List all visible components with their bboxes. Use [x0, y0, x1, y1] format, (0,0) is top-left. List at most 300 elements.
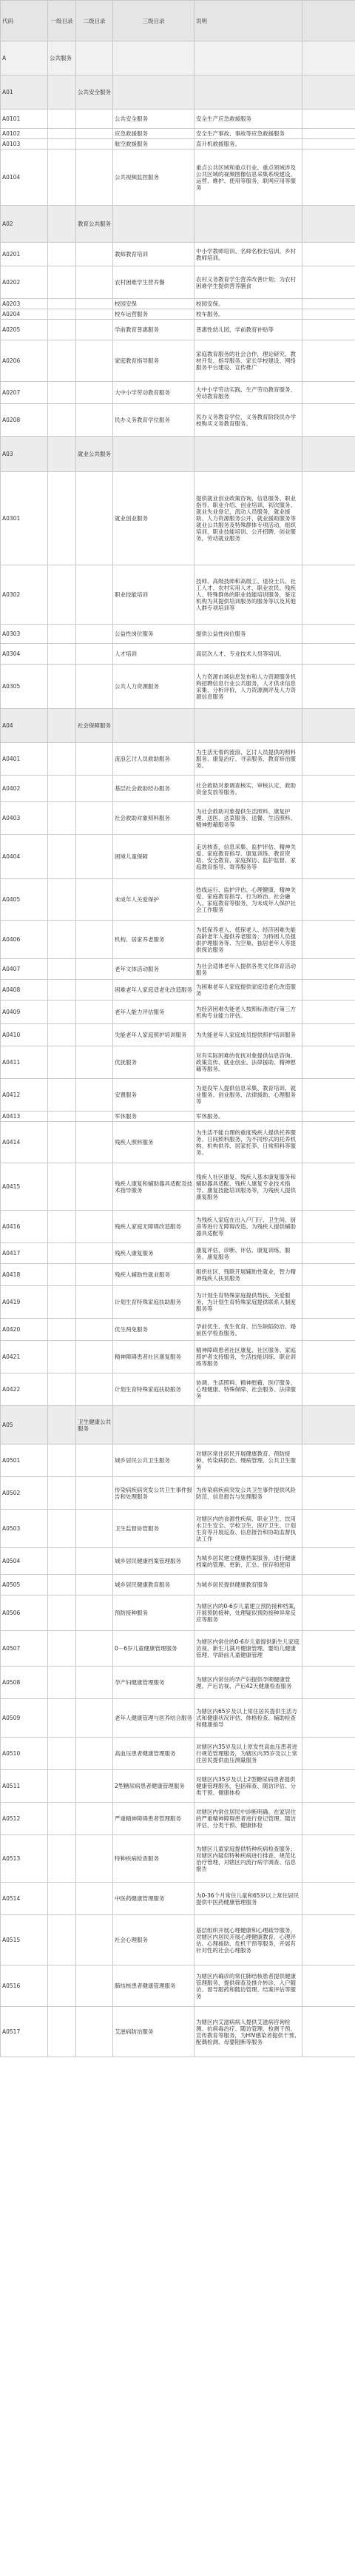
row-level1 — [48, 921, 76, 959]
row-name: 校车运营服务 — [113, 309, 195, 320]
row-level1 — [48, 149, 76, 206]
row-name: 城乡居民健康教育服务 — [113, 1575, 195, 1595]
section-extra — [302, 75, 355, 110]
row-name: 家庭教育指导服务 — [113, 340, 195, 382]
row-code: A0205 — [1, 320, 48, 340]
row-level2 — [76, 1738, 113, 1770]
row-name: 残疾人照料服务 — [113, 1122, 195, 1163]
row-name: 社会救助对象照料服务 — [113, 802, 195, 835]
row-code: A0415 — [1, 1163, 48, 1211]
row-name: 安置服务 — [113, 1079, 195, 1112]
row-code: A0503 — [1, 1510, 48, 1548]
row-description: 农村义务教育学生营养改善计划；为农村困难学生提供营养膳食 — [195, 266, 302, 299]
row-code: A0201 — [1, 243, 48, 266]
row-level1 — [48, 1341, 76, 1373]
row-level1 — [48, 139, 76, 149]
table-row — [1, 1699, 355, 1738]
row-extra — [302, 243, 355, 266]
row-extra — [302, 1915, 355, 1965]
row-name: 老年人健康管理与医养结合服务 — [113, 1699, 195, 1738]
table-row — [1, 320, 355, 340]
row-extra — [302, 835, 355, 879]
row-name: 人才培训 — [113, 644, 195, 665]
row-extra — [302, 959, 355, 980]
row-description: 为退役军人提供信息采集、教育培训、就业服务、创业服务、法律援助、心理服务等 — [195, 1079, 302, 1112]
row-name: 学前教育普惠服务 — [113, 320, 195, 340]
row-level1 — [48, 1667, 76, 1699]
row-level1 — [48, 743, 76, 776]
row-level2 — [76, 1510, 113, 1548]
row-description: 军休服务。 — [195, 1112, 302, 1122]
row-code: A0410 — [1, 1024, 48, 1046]
table-row — [1, 1965, 355, 2007]
row-description: 高层次人才、专业技术人员等培训。 — [195, 644, 302, 665]
row-level2 — [76, 776, 113, 802]
row-extra — [302, 980, 355, 1001]
row-extra — [302, 149, 355, 206]
section-row — [1, 1406, 355, 1445]
row-name: 残疾人康复服务 — [113, 1243, 195, 1264]
section-row — [1, 206, 355, 243]
table-row — [1, 1211, 355, 1243]
row-level1 — [48, 802, 76, 835]
row-name: 社会心理服务 — [113, 1915, 195, 1965]
row-description: 为失能老年人家庭成员提供照护培训服务 — [195, 1024, 302, 1046]
row-level1 — [48, 1286, 76, 1319]
row-extra — [302, 1770, 355, 1803]
row-level1 — [48, 404, 76, 437]
row-description: 为城乡居民建立健康档案服务，进行健康档案的管理、更新、汇总、保存和使用 — [195, 1548, 302, 1575]
row-extra — [302, 266, 355, 299]
table-row — [1, 1445, 355, 1477]
row-level2 — [76, 1667, 113, 1699]
row-level1 — [48, 1477, 76, 1510]
row-code: A0101 — [1, 110, 48, 129]
row-code: A0505 — [1, 1575, 48, 1595]
row-description: 精神障碍患者社区康复、社区服务、家庭照护者支持服务，生活技能训练、职业训练等服务 — [195, 1341, 302, 1373]
row-code: A0513 — [1, 1835, 48, 1883]
row-extra — [302, 139, 355, 149]
row-level2 — [76, 266, 113, 299]
row-level2 — [76, 2007, 113, 2057]
section-level2 — [76, 41, 113, 75]
section-description — [195, 709, 302, 743]
table-row — [1, 959, 355, 980]
row-level1 — [48, 1965, 76, 2007]
row-extra — [302, 1046, 355, 1079]
row-name: 传染病疾病突发公共卫生事件报告和处理服务 — [113, 1477, 195, 1510]
row-name: 公共安全服务 — [113, 110, 195, 129]
row-name: 教师教育培训 — [113, 243, 195, 266]
row-level2 — [76, 1699, 113, 1738]
table-row — [1, 472, 355, 565]
row-extra — [302, 382, 355, 404]
row-code: A0206 — [1, 340, 48, 382]
row-level2 — [76, 1835, 113, 1883]
row-description: 提供就业创业政策咨询，信息服务、职业指导、职业介绍、创业培训，初次服务、就业失业登记，流动人员服务，就业援助、人力资源服务公开、就业援助服务等就业公共服务及特殊群体专项活动，组织培训、职业技能培训、公开招聘、创业服务，劳动就业服务 — [195, 472, 302, 565]
row-description: 为城乡居民提供健康教育服务 — [195, 1575, 302, 1595]
row-description: 对辖区内35岁及以上2型糖尿病患者提供健康管理服务，包括筛查、随访评估、分类干预、健康体检 — [195, 1770, 302, 1803]
table-row — [1, 1477, 355, 1510]
row-level1 — [48, 1595, 76, 1631]
row-code: A0421 — [1, 1341, 48, 1373]
row-level1 — [48, 1575, 76, 1595]
table-row — [1, 1548, 355, 1575]
table-row — [1, 1001, 355, 1024]
row-description: 为辖区内常住的孕产妇提供孕期健康管理、产后访视、产后42天健康检查服务 — [195, 1667, 302, 1699]
row-code: A0412 — [1, 1079, 48, 1112]
table-row — [1, 243, 355, 266]
row-code: A0402 — [1, 776, 48, 802]
section-level3 — [113, 437, 195, 472]
row-extra — [302, 110, 355, 129]
row-level2 — [76, 1122, 113, 1163]
row-extra — [302, 1883, 355, 1915]
row-level2 — [76, 1631, 113, 1667]
table-row — [1, 1738, 355, 1770]
row-name: 卫生监督协管服务 — [113, 1510, 195, 1548]
row-extra — [302, 1445, 355, 1477]
row-description: 直升机救援服务。 — [195, 139, 302, 149]
row-extra — [302, 1510, 355, 1548]
table-row — [1, 110, 355, 129]
row-level2 — [76, 1803, 113, 1835]
row-name: 公共人力资源服务 — [113, 665, 195, 709]
row-description: 对辖区内常住居民中诊断明确、在家居住的严重精神障碍患者进行登记管理、随访评估、分类干预、健康体检 — [195, 1803, 302, 1835]
row-level1 — [48, 1001, 76, 1024]
row-description: 孕前优生、优生优育、出生缺陷防治、婚前医学检查服务。 — [195, 1319, 302, 1341]
row-name: 公益性岗位服务 — [113, 625, 195, 644]
header-extra — [302, 1, 355, 41]
row-level1 — [48, 1112, 76, 1122]
row-description: 社会救助对象调查核实、审核认定、救助资金发放等服务。 — [195, 776, 302, 802]
row-description: 为残疾人家庭在出入户门厅、卫生间、厨房等进行无障碍改造、为残疾人提供辅助器具适配等 — [195, 1211, 302, 1243]
table-row — [1, 921, 355, 959]
table-row — [1, 1803, 355, 1835]
category-row — [1, 41, 355, 75]
row-description: 热线运行、监护评估、心理健康、精神关爱、家庭教育指导、行为矫治、社会融入、家庭教育等服务，为未成年人保护社会工作服务 — [195, 879, 302, 921]
row-description: 安全生产事故、事故等应急救援服务 — [195, 129, 302, 139]
row-name: 困难老年人家庭适老化改造服务 — [113, 980, 195, 1001]
table-row — [1, 382, 355, 404]
row-name: 优抚服务 — [113, 1046, 195, 1079]
section-description — [195, 206, 302, 243]
row-description: 民办义务教育学位，义务教育阶段民办学校购买义务教育服务。 — [195, 404, 302, 437]
table-row — [1, 980, 355, 1001]
row-level2 — [76, 1445, 113, 1477]
row-code: A0104 — [1, 149, 48, 206]
table-row — [1, 1883, 355, 1915]
row-code: A0420 — [1, 1319, 48, 1341]
row-description: 走访核查，信息采集、监护评估、精神关爱、家庭教育指导、康复训练、教育资助、安全教育、家庭探访、监护监督、家庭教育指导、寄养服务等 — [195, 835, 302, 879]
table-row — [1, 1595, 355, 1631]
table-row — [1, 835, 355, 879]
row-name: 机构、居家养老服务 — [113, 921, 195, 959]
row-level2 — [76, 1373, 113, 1406]
row-name: 残疾人康复和辅助器具适配及技术指导服务 — [113, 1163, 195, 1211]
section-description — [195, 437, 302, 472]
row-level1 — [48, 1883, 76, 1915]
row-level2 — [76, 1024, 113, 1046]
row-level2 — [76, 110, 113, 129]
row-level1 — [48, 565, 76, 625]
row-extra — [302, 404, 355, 437]
row-code: A0414 — [1, 1122, 48, 1163]
section-level3 — [113, 709, 195, 743]
section-level3 — [113, 1406, 195, 1445]
row-name: 2型糖尿病患者健康管理服务 — [113, 1770, 195, 1803]
row-level2 — [76, 879, 113, 921]
row-code: A0504 — [1, 1548, 48, 1575]
row-extra — [302, 1477, 355, 1510]
table-row — [1, 1319, 355, 1341]
row-code: A0305 — [1, 665, 48, 709]
row-level2 — [76, 1341, 113, 1373]
row-level1 — [48, 1373, 76, 1406]
row-description: 组织社区、残联开展辅助性就业，智力精神残疾人扶贫服务 — [195, 1264, 302, 1286]
row-description: 康复评估、诊断、评估、康复训练、服务、康复服务 — [195, 1243, 302, 1264]
table-row — [1, 1575, 355, 1595]
table-row — [1, 1122, 355, 1163]
section-level3 — [113, 75, 195, 110]
row-code: A0409 — [1, 1001, 48, 1024]
row-code: A0303 — [1, 625, 48, 644]
row-level1 — [48, 472, 76, 565]
row-code: A0403 — [1, 802, 48, 835]
section-row — [1, 437, 355, 472]
row-code: A0401 — [1, 743, 48, 776]
row-name: 高血压患者健康管理服务 — [113, 1738, 195, 1770]
section-code: A01 — [1, 75, 48, 110]
row-description: 为计划生育特殊家庭提供帮扶、关爱服务，为计划生育特殊家庭提供联系人制度服务等 — [195, 1286, 302, 1319]
row-extra — [302, 1631, 355, 1667]
row-name: 应急救援服务 — [113, 129, 195, 139]
table-row — [1, 802, 355, 835]
row-name: 艾滋病防治服务 — [113, 2007, 195, 2057]
row-name: 中医药健康管理服务 — [113, 1883, 195, 1915]
row-extra — [302, 743, 355, 776]
section-extra — [302, 709, 355, 743]
row-name: 流浪乞讨人员救助服务 — [113, 743, 195, 776]
row-extra — [302, 1079, 355, 1112]
row-extra — [302, 1163, 355, 1211]
row-level1 — [48, 129, 76, 139]
row-description: 为社会适体老年人提供各类文化体育活动服务 — [195, 959, 302, 980]
row-level1 — [48, 1548, 76, 1575]
row-level1 — [48, 776, 76, 802]
header-row — [1, 1, 355, 41]
row-name: 计划生育特殊家庭扶助服务 — [113, 1286, 195, 1319]
row-extra — [302, 1667, 355, 1699]
section-level2: 卫生健康公共服务 — [76, 1406, 113, 1445]
row-level2 — [76, 1112, 113, 1122]
row-code: A0103 — [1, 139, 48, 149]
row-level2 — [76, 1264, 113, 1286]
row-level2 — [76, 1001, 113, 1024]
row-level1 — [48, 320, 76, 340]
row-name: 精神障碍患者社区康复服务 — [113, 1341, 195, 1373]
row-code: A0515 — [1, 1915, 48, 1965]
row-level2 — [76, 1915, 113, 1965]
row-code: A0102 — [1, 129, 48, 139]
header-level3: 三级目录 — [113, 1, 195, 41]
row-description: 校车服务。 — [195, 309, 302, 320]
row-level2 — [76, 129, 113, 139]
row-code: A0512 — [1, 1803, 48, 1835]
table-row — [1, 1373, 355, 1406]
row-code: A0413 — [1, 1112, 48, 1122]
row-description: 为辖区内艾滋病病人提供艾滋病咨询检测、抗病毒治疗、随访管理、检测干预、宣传教育等服务，为HIV感染者提供干预、配偶检测、母婴阻断等服务 — [195, 2007, 302, 2057]
row-level1 — [48, 1211, 76, 1243]
row-description: 为传染病疾病突发公共卫生事件提供风险防范、信息报告与处理服务 — [195, 1477, 302, 1510]
row-extra — [302, 320, 355, 340]
table-row — [1, 1835, 355, 1883]
row-code: A0302 — [1, 565, 48, 625]
row-level2 — [76, 743, 113, 776]
section-level2: 公共安全服务 — [76, 75, 113, 110]
table-row — [1, 340, 355, 382]
row-level1 — [48, 959, 76, 980]
row-level1 — [48, 1510, 76, 1548]
header-level1: 一级目录 — [48, 1, 76, 41]
row-description: 为社会救助对象提供生活照料、康复护理、送医、送菜服务、送餐、生活照料、精神慰藉服务等 — [195, 802, 302, 835]
row-extra — [302, 1575, 355, 1595]
table-row — [1, 743, 355, 776]
section-code: A — [1, 41, 48, 75]
table-row — [1, 644, 355, 665]
row-extra — [302, 1373, 355, 1406]
row-level1 — [48, 1264, 76, 1286]
row-name: 航空救援服务 — [113, 139, 195, 149]
section-extra — [302, 1406, 355, 1445]
row-level2 — [76, 565, 113, 625]
row-level1 — [48, 299, 76, 309]
row-extra — [302, 1319, 355, 1341]
row-level2 — [76, 1163, 113, 1211]
table-row — [1, 149, 355, 206]
header-description: 说明 — [195, 1, 302, 41]
row-extra — [302, 1803, 355, 1835]
row-level1 — [48, 266, 76, 299]
row-code: A0407 — [1, 959, 48, 980]
row-extra — [302, 1001, 355, 1024]
row-extra — [302, 625, 355, 644]
table-row — [1, 1024, 355, 1046]
row-name: 肺结核患者健康管理服务 — [113, 1965, 195, 2007]
row-description: 为生活不能自理的重度残疾人提供托养服务、日间照料服务，为不同形式的托养机构、机构供养、居家托养、日常照料等服务。 — [195, 1122, 302, 1163]
row-code: A0208 — [1, 404, 48, 437]
section-level2: 社会保障服务 — [76, 709, 113, 743]
row-name: 老年人能力评估服务 — [113, 1001, 195, 1024]
row-description: 为低保养老人、低保老人、经济困难失能高龄老年人提供养老服务；为特困人员提供护理服务等、为空巢、独居老年人等提供探访服务 — [195, 921, 302, 959]
section-row — [1, 709, 355, 743]
row-level2 — [76, 1770, 113, 1803]
row-code: A0418 — [1, 1264, 48, 1286]
row-level2 — [76, 1079, 113, 1112]
row-level2 — [76, 1046, 113, 1079]
table-row — [1, 565, 355, 625]
row-name: 农村困难学生营养餐 — [113, 266, 195, 299]
table-row — [1, 2007, 355, 2057]
row-code: A0501 — [1, 1445, 48, 1477]
row-description: 校园安保。 — [195, 299, 302, 309]
row-level2 — [76, 472, 113, 565]
row-code: A0507 — [1, 1631, 48, 1667]
section-level1 — [48, 709, 76, 743]
row-level2 — [76, 320, 113, 340]
row-code: A0405 — [1, 879, 48, 921]
row-level2 — [76, 1243, 113, 1264]
row-code: A0506 — [1, 1595, 48, 1631]
row-description: 为0-36个月常住儿童和65岁以上常住居民提供中医药健康管理服务 — [195, 1883, 302, 1915]
row-extra — [302, 921, 355, 959]
row-level2 — [76, 1286, 113, 1319]
section-code: A04 — [1, 709, 48, 743]
row-code: A0419 — [1, 1286, 48, 1319]
row-level2 — [76, 340, 113, 382]
row-level2 — [76, 139, 113, 149]
row-description: 为辖区内65岁及以上常住居民提供生活方式和健康状况评估、体格检查、辅助检查和健康指导 — [195, 1699, 302, 1738]
row-extra — [302, 1699, 355, 1738]
row-description: 提供公益性岗位服务 — [195, 625, 302, 644]
table-row — [1, 1046, 355, 1079]
row-extra — [302, 309, 355, 320]
row-name: 民办义务教育学位服务 — [113, 404, 195, 437]
row-name: 优生两免服务 — [113, 1319, 195, 1341]
row-extra — [302, 1112, 355, 1122]
row-description: 为辖区内常住的0-6岁儿童提供新生儿家庭访视、新生儿满月健康管理、婴幼儿健康管理、学龄前儿童健康管理 — [195, 1631, 302, 1667]
section-level2: 教育公共服务 — [76, 206, 113, 243]
row-extra — [302, 1965, 355, 2007]
header-code: 代码 — [1, 1, 48, 41]
row-description: 基层组织开展心理健康和心理疏导服务，对辖区内居民开展心理健康教育、心理评估、心理援助、危机干预等服务，开展有针对性的社会心理服务 — [195, 1915, 302, 1965]
row-level1 — [48, 1770, 76, 1803]
row-name: 职业技能培训 — [113, 565, 195, 625]
row-description: 协调、生活照料、精神慰藉、医疗服务、心理健康、特殊保障、社会服务、法律服务 — [195, 1373, 302, 1406]
row-name: 城乡居民健康档案管理服务 — [113, 1548, 195, 1575]
section-level1 — [48, 437, 76, 472]
row-description: 对辖区内的食源性疾病、职业卫生、饮用水卫生安全、学校卫生、医疗卫生、计划生育等开展巡查、信息报告和协助监督执法工作 — [195, 1510, 302, 1548]
row-description: 为辖区内确诊的常住肺结核患者提供健康管理服务，提供筛查及推介转诊、入户随访、督导服药和随访管理、结案评估等服务 — [195, 1965, 302, 2007]
row-level2 — [76, 243, 113, 266]
section-level3 — [113, 41, 195, 75]
row-level2 — [76, 1477, 113, 1510]
row-code: A0516 — [1, 1965, 48, 2007]
row-name: 残疾人家庭无障碍改造服务 — [113, 1211, 195, 1243]
section-code: A03 — [1, 437, 48, 472]
row-code: A0408 — [1, 980, 48, 1001]
row-code: A0203 — [1, 299, 48, 309]
row-extra — [302, 1738, 355, 1770]
table-row — [1, 665, 355, 709]
row-description: 家庭教育服务的社会合作，理论研究、教材开发、指导服务、家长学校建设、网络服务平台建设、宣传推广 — [195, 340, 302, 382]
section-level1 — [48, 1406, 76, 1445]
row-description: 为困难老年人家庭提供家庭适老化改造服务 — [195, 980, 302, 1001]
row-level2 — [76, 921, 113, 959]
row-code: A0304 — [1, 644, 48, 665]
row-code: A0502 — [1, 1477, 48, 1510]
row-extra — [302, 644, 355, 665]
row-extra — [302, 1243, 355, 1264]
row-extra — [302, 472, 355, 565]
row-description: 为生活无着的流浪、乞讨人员提供的照料服务、康复治疗、寻亲服务、教育矫治服务。 — [195, 743, 302, 776]
row-name: 基层社会救助经办服务 — [113, 776, 195, 802]
row-level2 — [76, 1965, 113, 2007]
table-row — [1, 1243, 355, 1264]
section-code: A05 — [1, 1406, 48, 1445]
table-row — [1, 1631, 355, 1667]
row-name: 孕产妇健康管理服务 — [113, 1667, 195, 1699]
